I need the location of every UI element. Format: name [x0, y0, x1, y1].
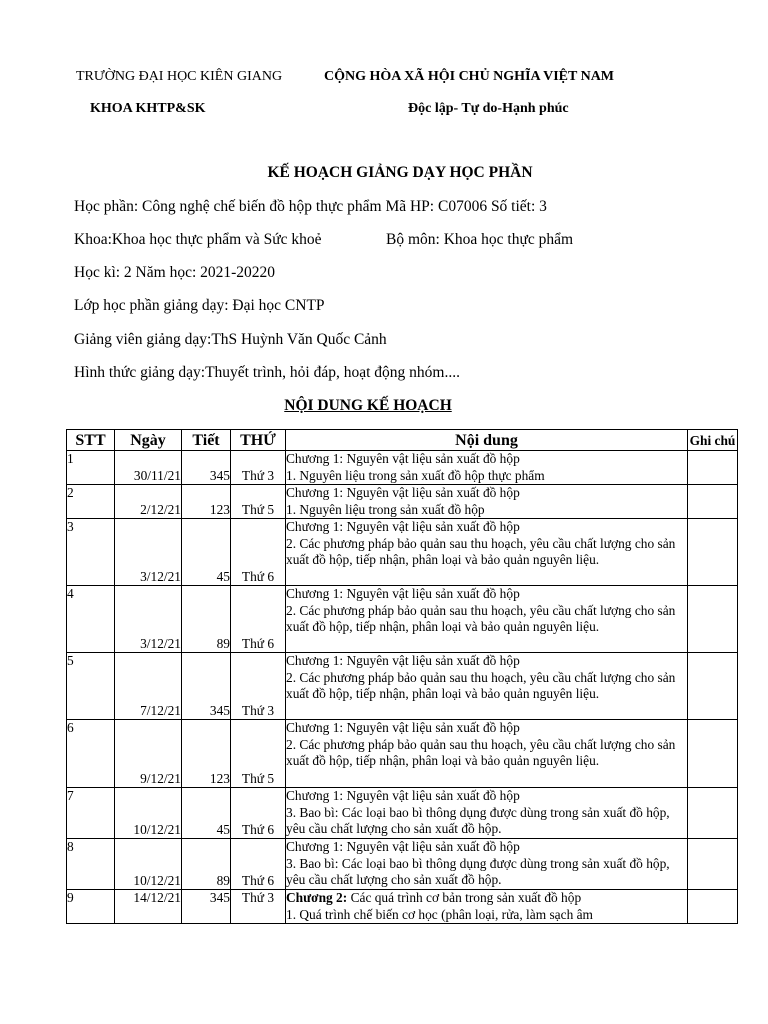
republic-heading: CỘNG HÒA XÃ HỘI CHỦ NGHĨA VIỆT NAM	[324, 69, 615, 84]
content-topic: 1. Nguyên liệu trong sản xuất đồ hộp thực phẩm	[286, 467, 545, 483]
plan-table	[66, 429, 738, 924]
cell-noi-dung	[286, 485, 688, 519]
cell-ghi-chu	[688, 451, 738, 485]
cell-tiet: 45	[182, 788, 231, 839]
content-chapter: Chương 1: Nguyên vật liệu sản xuất đồ hộp	[286, 485, 520, 500]
cell-stt: 4	[67, 586, 115, 653]
faculty-line: Khoa:Khoa học thực phẩm và Sức khoẻ	[74, 231, 322, 248]
motto: Độc lập- Tự do-Hạnh phúc	[408, 101, 569, 116]
table-row	[67, 586, 738, 653]
cell-noi-dung	[286, 653, 688, 720]
cell-thu: Thứ 3	[231, 890, 286, 924]
cell-tiet: 345	[182, 653, 231, 720]
content-chapter: Chương 1: Nguyên vật liệu sản xuất đồ hộp	[286, 788, 520, 803]
table-header-row	[67, 430, 738, 451]
content-chapter	[286, 890, 687, 907]
school-name: TRƯỜNG ĐẠI HỌC KIÊN GIANG	[76, 69, 283, 84]
cell-noi-dung	[286, 451, 688, 485]
cell-thu: Thứ 6	[231, 586, 286, 653]
cell-thu: Thứ 6	[231, 839, 286, 890]
table-row	[67, 519, 738, 586]
col-header-ngay: Ngày	[115, 430, 182, 451]
cell-thu: Thứ 6	[231, 788, 286, 839]
cell-stt: 6	[67, 720, 115, 788]
department-line: Bộ môn: Khoa học thực phẩm	[386, 231, 574, 248]
table-row	[67, 720, 738, 788]
cell-tiet: 123	[182, 485, 231, 519]
content-chapter: Chương 1: Nguyên vật liệu sản xuất đồ hộp	[286, 451, 520, 466]
content-chapter: Chương 1: Nguyên vật liệu sản xuất đồ hộp	[286, 586, 520, 601]
cell-ghi-chu	[688, 653, 738, 720]
cell-thu: Thứ 6	[231, 519, 286, 586]
cell-stt: 1	[67, 451, 115, 485]
cell-noi-dung	[286, 839, 688, 890]
cell-ngay: 30/11/21	[115, 451, 182, 485]
content-chapter: Chương 1: Nguyên vật liệu sản xuất đồ hộp	[286, 839, 520, 854]
col-header-ghi-chu: Ghi chú	[688, 430, 738, 451]
content-topic: 3. Bao bì: Các loại bao bì thông dụng được dùng trong sản xuất đồ hộp, yêu cầu chất lượng cho sản xuất đồ hộp.	[286, 855, 670, 887]
cell-ngay: 9/12/21	[115, 720, 182, 788]
cell-thu: Thứ 5	[231, 485, 286, 519]
col-header-stt: STT	[67, 430, 115, 451]
content-topic: 3. Bao bì: Các loại bao bì thông dụng được dùng trong sản xuất đồ hộp, yêu cầu chất lượng cho sản xuất đồ hộp.	[286, 804, 670, 836]
table-row	[67, 890, 738, 924]
cell-stt: 2	[67, 485, 115, 519]
table-row	[67, 451, 738, 485]
semester-line: Học kì: 2 Năm học: 2021-20220	[74, 264, 276, 281]
class-line: Lớp học phần giảng dạy: Đại học CNTP	[74, 297, 325, 314]
content-topic: 1. Nguyên liệu trong sản xuất đồ hộp	[286, 501, 485, 517]
section-title: NỘI DUNG KẾ HOẠCH	[284, 397, 452, 414]
cell-stt: 9	[67, 890, 115, 924]
cell-ngay: 10/12/21	[115, 839, 182, 890]
cell-ngay: 10/12/21	[115, 788, 182, 839]
cell-tiet: 89	[182, 839, 231, 890]
col-header-noi-dung: Nội dung	[286, 430, 688, 451]
content-topic: 2. Các phương pháp bảo quản sau thu hoạch, yêu cầu chất lượng cho sản xuất đồ hộp, tiếp nhận, phân loại và bảo quản nguyên liệu.	[286, 669, 676, 701]
cell-ngay: 3/12/21	[115, 586, 182, 653]
content-topic: 2. Các phương pháp bảo quản sau thu hoạch, yêu cầu chất lượng cho sản xuất đồ hộp, tiếp nhận, phân loại và bảo quản nguyên liệu.	[286, 535, 676, 567]
teaching-method-line: Hình thức giảng dạy:Thuyết trình, hỏi đáp, hoạt động nhóm....	[74, 364, 460, 381]
cell-tiet: 89	[182, 586, 231, 653]
cell-noi-dung	[286, 519, 688, 586]
cell-thu: Thứ 3	[231, 451, 286, 485]
cell-tiet: 345	[182, 890, 231, 924]
cell-ghi-chu	[688, 839, 738, 890]
cell-noi-dung	[286, 586, 688, 653]
cell-noi-dung	[286, 890, 688, 924]
cell-ngay: 7/12/21	[115, 653, 182, 720]
cell-noi-dung	[286, 788, 688, 839]
cell-ghi-chu	[688, 586, 738, 653]
lecturer-line: Giảng viên giảng dạy:ThS Huỳnh Văn Quốc Cảnh	[74, 331, 387, 348]
content-topic: 2. Các phương pháp bảo quản sau thu hoạch, yêu cầu chất lượng cho sản xuất đồ hộp, tiếp nhận, phân loại và bảo quản nguyên liệu.	[286, 736, 676, 768]
chapter-title: Các quá trình cơ bản trong sản xuất đồ hộp	[347, 890, 582, 905]
content-topic: 1. Quá trình chế biến cơ học (phân loại, rửa, làm sạch âm	[286, 906, 593, 922]
table-row	[67, 788, 738, 839]
cell-ngay: 14/12/21	[115, 890, 182, 924]
content-chapter: Chương 1: Nguyên vật liệu sản xuất đồ hộp	[286, 519, 520, 534]
content-chapter: Chương 1: Nguyên vật liệu sản xuất đồ hộp	[286, 720, 520, 735]
cell-tiet: 123	[182, 720, 231, 788]
cell-ghi-chu	[688, 890, 738, 924]
cell-stt: 3	[67, 519, 115, 586]
col-header-tiet: Tiết	[182, 430, 231, 451]
cell-tiet: 45	[182, 519, 231, 586]
cell-stt: 8	[67, 839, 115, 890]
cell-ghi-chu	[688, 720, 738, 788]
cell-thu: Thứ 5	[231, 720, 286, 788]
course-line: Học phần: Công nghệ chế biến đồ hộp thực phẩm Mã HP: C07006 Số tiết: 3	[74, 198, 547, 215]
content-chapter: Chương 1: Nguyên vật liệu sản xuất đồ hộp	[286, 653, 520, 668]
cell-thu: Thứ 3	[231, 653, 286, 720]
table-row	[67, 839, 738, 890]
faculty-name: KHOA KHTP&SK	[90, 101, 206, 116]
cell-ghi-chu	[688, 519, 738, 586]
page-title: KẾ HOẠCH GIẢNG DẠY HỌC PHẦN	[267, 164, 533, 181]
col-header-thu: THỨ	[231, 430, 286, 451]
chapter-label: Chương 2:	[286, 890, 348, 905]
content-topic: 2. Các phương pháp bảo quản sau thu hoạch, yêu cầu chất lượng cho sản xuất đồ hộp, tiếp nhận, phân loại và bảo quản nguyên liệu.	[286, 602, 676, 634]
table-row	[67, 485, 738, 519]
cell-ngay: 3/12/21	[115, 519, 182, 586]
cell-noi-dung	[286, 720, 688, 788]
cell-tiet: 345	[182, 451, 231, 485]
cell-ngay: 2/12/21	[115, 485, 182, 519]
cell-stt: 7	[67, 788, 115, 839]
cell-ghi-chu	[688, 788, 738, 839]
table-row	[67, 653, 738, 720]
cell-ghi-chu	[688, 485, 738, 519]
cell-stt: 5	[67, 653, 115, 720]
